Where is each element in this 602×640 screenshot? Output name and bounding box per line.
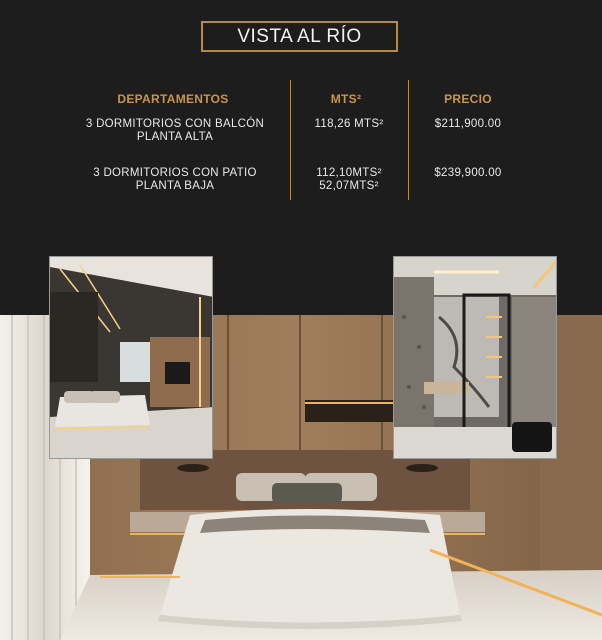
row-1-precio: $211,900.00 (434, 118, 502, 130)
column-divider (290, 80, 291, 200)
header-mts: MTS² (330, 92, 362, 106)
column-divider (408, 80, 409, 200)
row-2-mts: 112,10MTS² 52,07MTS² (316, 167, 382, 192)
page-title-text: VISTA AL RÍO (237, 25, 362, 47)
header-departamentos: DEPARTAMENTOS (117, 92, 229, 106)
bathroom-photo (393, 256, 557, 459)
bedroom-photo (49, 256, 213, 459)
row-1-departamento: 3 DORMITORIOS CON BALCÓN PLANTA ALTA (85, 118, 265, 143)
row-1-mts: 118,26 MTS² (314, 118, 384, 130)
row-2-departamento: 3 DORMITORIOS CON PATIO PLANTA BAJA (93, 167, 257, 192)
row-2-precio: $239,900.00 (434, 167, 502, 179)
header-precio: PRECIO (444, 92, 492, 106)
page-title (201, 21, 398, 52)
